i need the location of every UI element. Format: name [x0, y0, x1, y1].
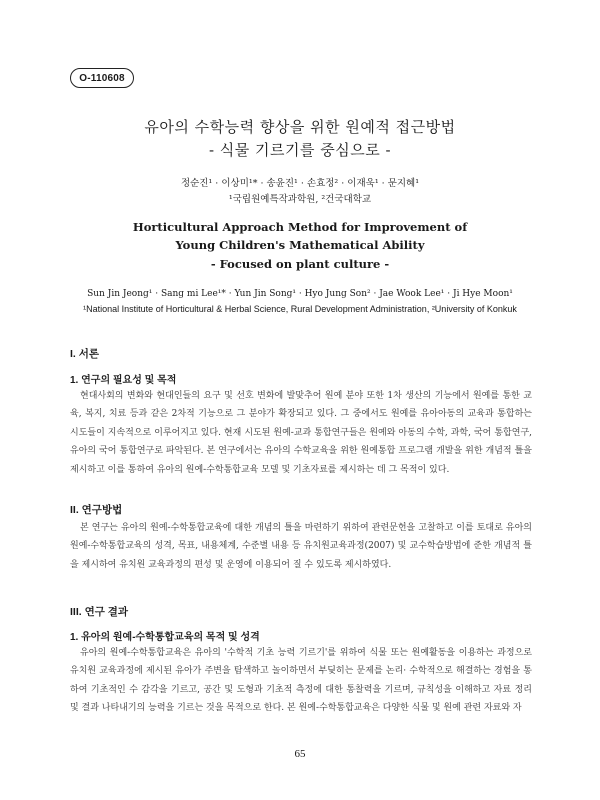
title-english-line-2: Young Children's Mathematical Ability [175, 238, 425, 252]
authors-english: Sun Jin Jeong¹ · Sang mi Lee¹* · Yun Jin Song¹ · Hyo Jung Son² · Jae Wook Lee¹ · Ji Hye Moon¹ [87, 289, 513, 299]
section-heading-methods: II. 연구방법 [70, 504, 123, 516]
subsection-heading-objective: 1. 유아의 원예-수학통합교육의 목적 및 성격 [70, 632, 260, 643]
subtitle-korean: - 식물 기르기를 중심으로 - [208, 141, 392, 159]
subsection-heading-purpose: 1. 연구의 필요성 및 목적 [70, 375, 177, 386]
section-heading-introduction: I. 서론 [70, 348, 100, 360]
paragraph-introduction: 현대사회의 변화와 현대인들의 요구 및 선호 변화에 발맞추어 원예 분야 또한 1차 생산의 기능에서 원예를 통한 교육, 복지, 치료 등과 같은 2차적 기능으로 그 분야가 확장되고 있다. 그 중에서도 원예를 유아아동의 교육과 통합하는 시도들이 지속적으로 이루어지고 있다. 현재 시도된 원예-교과 통합연구들은 원예와 아동의 수학, 과학, 국어 통합연구, 유아의 국어 통합연구로 파악된다. 본 연구에서는 유아의 수학교육을 위한 원예통합 프로그램 개발을 위한 개념적 틀을 제시하고 이를 통하여 유아의 원예-수학통합교육 모델 및 기초자료를 제시하는 데 그 목적이 있다. [70, 391, 532, 475]
authors-korean: 정순진¹ · 이상미¹* · 송윤진¹ · 손효정² · 이재욱¹ · 문지혜¹ [180, 178, 420, 189]
paragraph-results: 유아의 원예-수학통합교육은 유아의 '수학적 기초 능력 기르기'를 위하여 식물 또는 원예활동을 이용하는 과정으로 유치원 교육과정에 제시된 유아가 주변을 탐색하고 놀이하면서 부딪히는 문제를 논리· 수학적으로 해결하는 경험을 통하여 기초적인 수 감각을 기르고, 공간 및 도형과 기초적 측정에 대한 통찰력을 기르며, 규칙성을 이해하고 자료 정리 및 결과 나타내기의 능력을 기르는 것을 목적으로 한다. 본 원예-수학통합교육은 다양한 식물 및 원예 관련 자료와 자 [70, 648, 532, 714]
section-heading-results: III. 연구 결과 [70, 606, 129, 618]
paper-id-badge: O-110608 [70, 68, 134, 88]
title-english-line-3: - Focused on plant culture - [210, 257, 390, 271]
paragraph-methods: 본 연구는 유아의 원예-수학통합교육에 대한 개념의 틀을 마련하기 위하여 관련문헌을 고찰하고 이를 토대로 유아의 원예-수학통합교육의 성격, 목표, 내용체계, 수준별 내용 등 유치원교육과정(2007) 및 교수학습방법에 준한 개념적 틀을 제시하여 유치원 교육과정의 편성 및 운영에 이용되어 질 수 있도록 제시하였다. [70, 523, 532, 570]
affiliations-korean: ¹국립원예특작과학원, ²건국대학교 [228, 194, 372, 205]
page-number: 65 [294, 748, 306, 760]
title-korean: 유아의 수학능력 향상을 위한 원예적 접근방법 [144, 118, 456, 136]
affiliations-english: ¹National Institute of Horticultural & Herbal Science, Rural Development Administration, ²University of Konkuk [83, 304, 517, 314]
title-english-line-1: Horticultural Approach Method for Improvement of [132, 220, 468, 234]
